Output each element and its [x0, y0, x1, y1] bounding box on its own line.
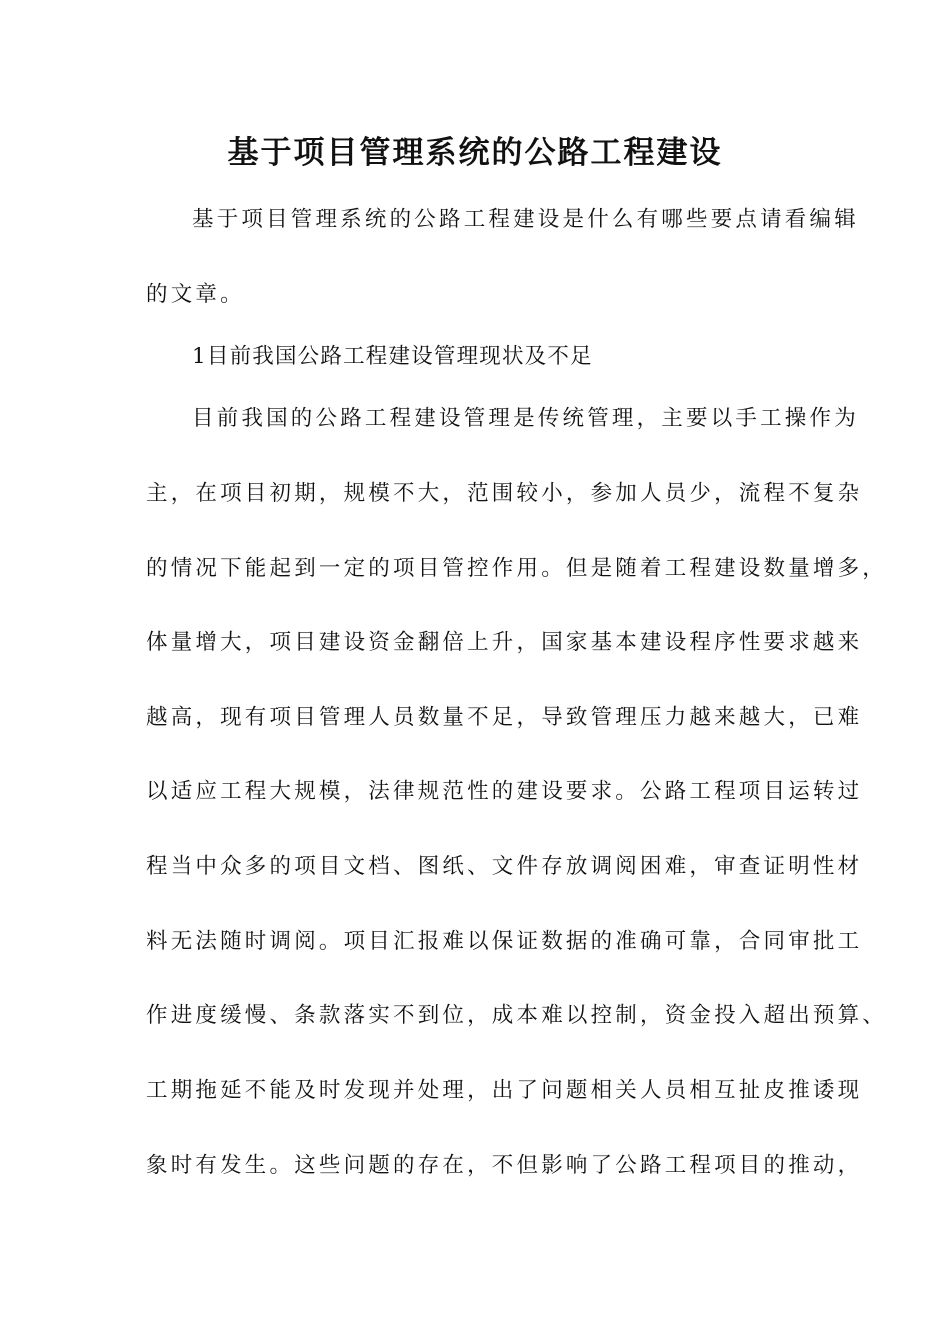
body-line-11: 象时有发生。这些问题的存在，不但影响了公路工程项目的推动，	[146, 1153, 863, 1178]
body-line-5: 越高，现有项目管理人员数量不足，导致管理压力越来越大，已难	[146, 705, 863, 730]
document-title: 基于项目管理系统的公路工程建设	[227, 135, 723, 171]
section-heading: 1目前我国公路工程建设管理现状及不足	[192, 344, 593, 369]
intro-line-2: 的文章。	[146, 282, 245, 307]
body-line-2: 主，在项目初期，规模不大，范围较小，参加人员少，流程不复杂	[146, 481, 863, 506]
intro-line-1: 基于项目管理系统的公路工程建设是什么有哪些要点请看编辑	[192, 207, 859, 232]
body-line-8: 料无法随时调阅。项目汇报难以保证数据的准确可靠，合同审批工	[146, 929, 863, 954]
body-line-1: 目前我国的公路工程建设管理是传统管理，主要以手工操作为	[192, 406, 859, 431]
body-line-3: 的情况下能起到一定的项目管控作用。但是随着工程建设数量增多，	[146, 556, 888, 581]
body-line-4: 体量增大，项目建设资金翻倍上升，国家基本建设程序性要求越来	[146, 630, 863, 655]
body-line-9: 作进度缓慢、条款落实不到位，成本难以控制，资金投入超出预算、	[146, 1003, 888, 1028]
body-line-7: 程当中众多的项目文档、图纸、文件存放调阅困难，审查证明性材	[146, 854, 863, 879]
body-line-10: 工期拖延不能及时发现并处理，出了问题相关人员相互扯皮推诿现	[146, 1078, 863, 1103]
body-line-6: 以适应工程大规模，法律规范性的建设要求。公路工程项目运转过	[146, 779, 863, 804]
